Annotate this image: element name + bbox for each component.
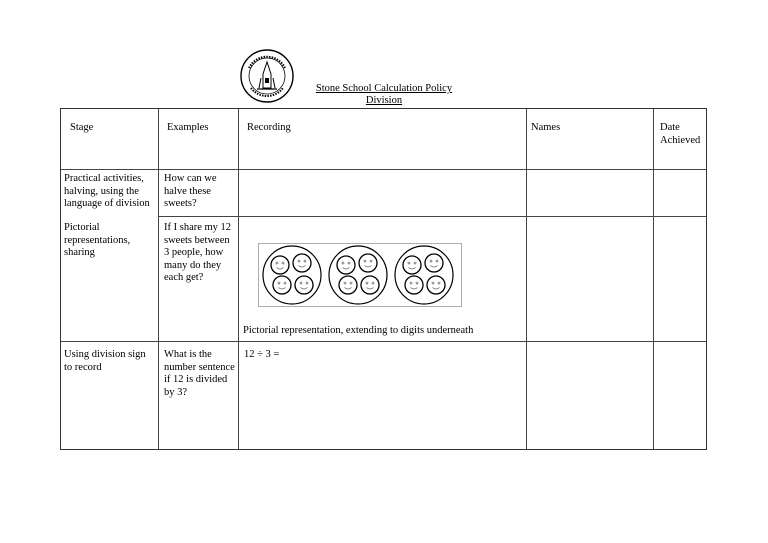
smiley-face-icon [359, 254, 377, 272]
policy-subtitle: Division [365, 95, 403, 106]
header-recording: Recording [247, 122, 291, 133]
header-examples: Examples [167, 122, 209, 133]
example-number-sentence: What is the number sentence if 12 is divided by 3? [164, 349, 235, 398]
group-circle [329, 246, 387, 304]
document-title [300, 83, 468, 107]
school-crest-icon [239, 48, 295, 104]
policy-title: Stone School Calculation Policy [315, 83, 453, 94]
stage-practical: Practical activities, halving, using the language of division [64, 173, 150, 209]
header-stage: Stage [70, 122, 94, 133]
column-divider [158, 109, 159, 449]
stage-division-sign: Using division sign to record [64, 349, 146, 373]
row-divider [61, 169, 706, 170]
row-divider [158, 216, 706, 217]
smiley-face-icon [361, 276, 379, 294]
row-divider [61, 341, 706, 342]
column-divider [238, 109, 239, 449]
smiley-face-icon [427, 276, 445, 294]
column-divider [526, 109, 527, 449]
smiley-face-icon [295, 276, 313, 294]
example-share: If I share my 12 sweets between 3 people, how many do they each get? [164, 222, 232, 283]
smiley-face-icon [425, 254, 443, 272]
example-halve: How can we halve these sweets? [164, 173, 217, 209]
header-date-achieved: Date Achieved [660, 122, 701, 146]
smiley-face-icon [403, 256, 421, 274]
smiley-face-icon [293, 254, 311, 272]
smiley-groups-image [258, 243, 462, 307]
column-divider [653, 109, 654, 449]
recording-caption: Pictorial representation, extending to digits underneath [243, 325, 474, 336]
group-circle [395, 246, 453, 304]
header-names: Names [531, 122, 561, 133]
smiley-face-icon [405, 276, 423, 294]
recording-number-sentence: 12 ÷ 3 = [244, 349, 280, 360]
smiley-face-icon [271, 256, 289, 274]
smiley-face-icon [337, 256, 355, 274]
stage-pictorial: Pictorial representations, sharing [64, 222, 131, 258]
division-table [60, 108, 707, 450]
smiley-face-icon [339, 276, 357, 294]
group-circle [263, 246, 321, 304]
smiley-face-icon [273, 276, 291, 294]
